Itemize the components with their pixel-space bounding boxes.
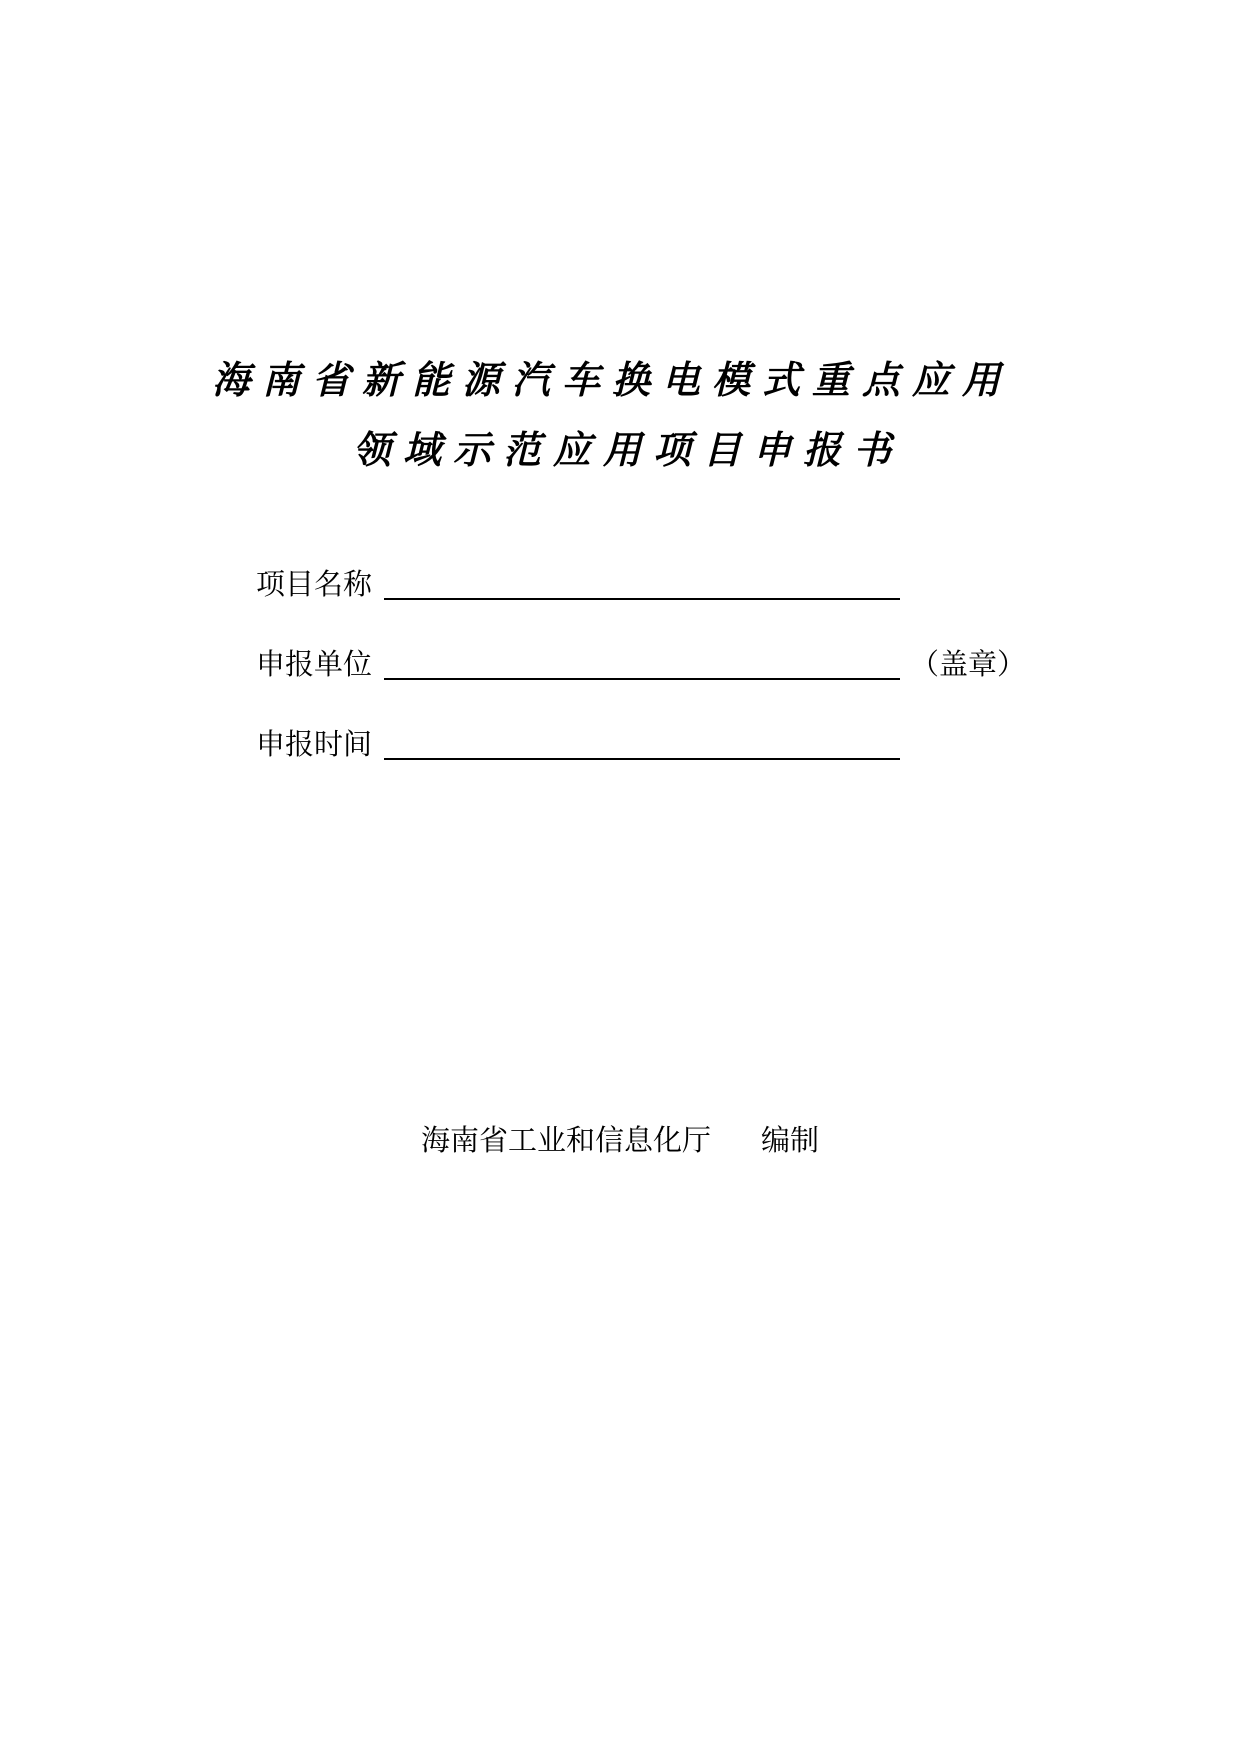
blank-line-project-name [384, 560, 900, 600]
document-title-line-2: 领域示范应用项目申报书 [352, 427, 903, 472]
field-label-applicant-unit: 申报单位 [256, 647, 373, 681]
blank-line-application-date [384, 720, 900, 760]
compiler-organization: 海南省工业和信息化厅 [420, 1123, 711, 1157]
document-title-line-1: 海南省新能源汽车换电模式重点应用 [211, 357, 1012, 402]
blank-line-applicant-unit [384, 640, 900, 680]
seal-note: （盖章） [910, 647, 1027, 681]
compiler-action: 编制 [761, 1123, 820, 1157]
compiler-line [0, 1120, 1240, 1160]
field-label-project-name: 项目名称 [256, 567, 373, 601]
field-applicant-unit [256, 636, 1026, 684]
field-project-name [256, 556, 900, 604]
field-label-application-date: 申报时间 [256, 727, 373, 761]
field-application-date [256, 716, 900, 764]
